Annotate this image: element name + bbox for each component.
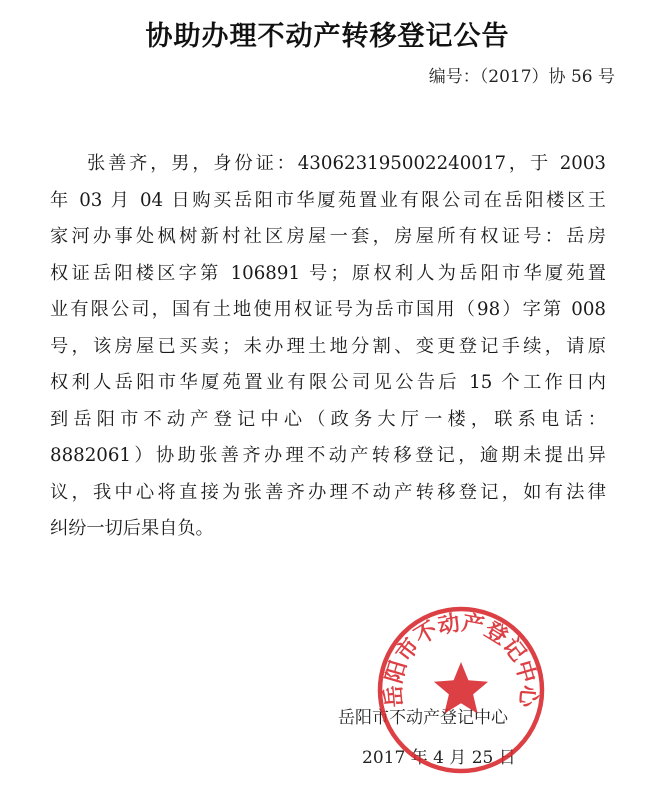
official-seal-stamp: [375, 604, 547, 776]
body-line: 权利人岳阳市华厦苑置业有限公司见公告后 15 个工作日内: [50, 372, 606, 393]
notice-title: 协助办理不动产转移登记公告: [145, 21, 510, 52]
document-number: 编号：（2017）协 56 号: [428, 67, 615, 87]
body-line: 到岳阳市不动产登记中心（政务大厅一楼，联系电话：: [50, 408, 606, 430]
notice-body: [50, 146, 606, 548]
body-line: 8882061）协助张善齐办理不动产转移登记，逾期未提出异: [50, 445, 606, 466]
body-line: 年 03 月 04 日购买岳阳市华厦苑置业有限公司在岳阳楼区王: [50, 189, 606, 211]
issue-date: 2017 年 4 月 25 日: [362, 748, 516, 768]
body-line: 纠纷一切后果自负。: [50, 518, 214, 539]
issuer-name: 岳阳市不动产登记中心: [338, 708, 508, 728]
body-line: 家河办事处枫树新村社区房屋一套，房屋所有权证号：岳房: [50, 226, 606, 247]
body-line: 议，我中心将直接为张善齐办理不动产转移登记，如有法律: [50, 481, 606, 503]
seal-text-path: 岳阳市不动产登记中心: [381, 610, 541, 709]
body-line: 业有限公司，国有土地使用权证号为岳市国用（98）字第 008: [50, 299, 606, 320]
body-line: 号，该房屋已买卖；未办理土地分割、变更登记手续，请原: [50, 335, 606, 357]
body-line: 权证岳阳楼区字第 106891 号；原权利人为岳阳市华厦苑置: [50, 262, 606, 284]
body-line: 张善齐，男，身份证：430623195002240017，于 2003: [87, 153, 606, 174]
seal-star-icon: [434, 662, 488, 714]
